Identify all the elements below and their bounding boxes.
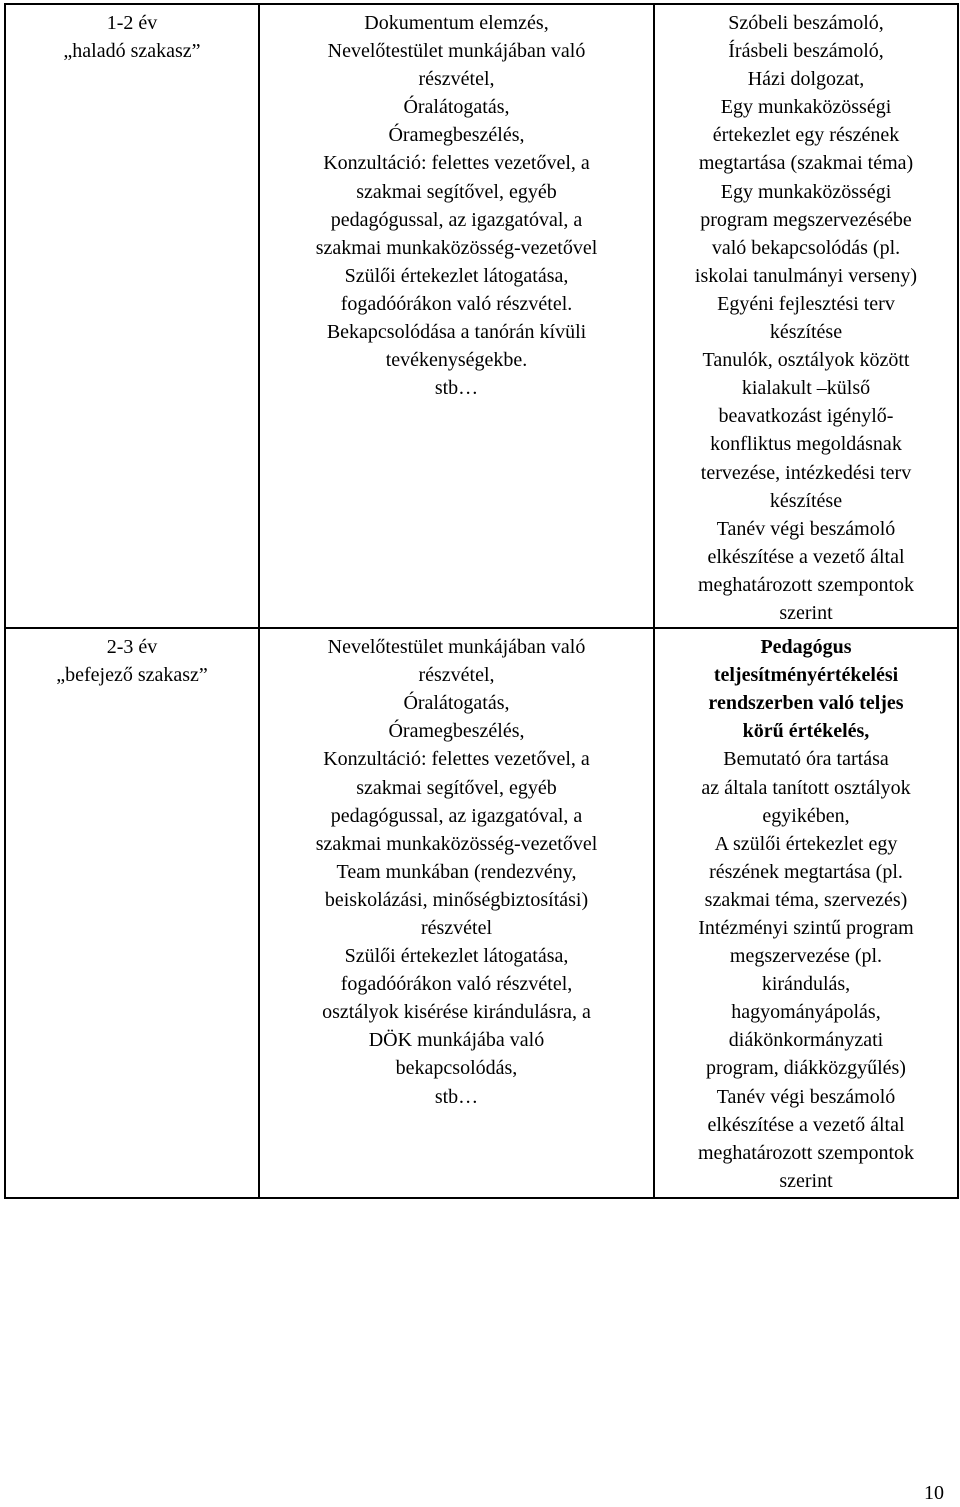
- text-line: osztályok kisérése kirándulásra, a: [322, 1001, 591, 1024]
- text-line: rendszerben való teljes: [708, 692, 904, 715]
- text-line: fogadóórákon való részvétel,: [340, 973, 573, 996]
- table-row: [5, 628, 958, 1198]
- page-number: 10: [924, 1482, 944, 1504]
- phase-cell: [5, 4, 259, 628]
- text-line: hagyományápolás,: [731, 1001, 881, 1024]
- phase-lines: [6, 5, 258, 65]
- text-line: Egy munkaközösségi: [720, 180, 892, 203]
- text-line: Egy munkaközösségi: [720, 96, 892, 119]
- text-line: A szülői értekezlet egy: [714, 832, 898, 855]
- program-table: [4, 3, 959, 1199]
- outputs-cell: [654, 628, 958, 1198]
- table-row: [5, 4, 958, 628]
- text-line: készítése: [769, 489, 843, 512]
- text-line: stb…: [434, 377, 479, 400]
- text-line: meghatározott szempontok: [697, 573, 915, 596]
- text-line: egyikében,: [762, 804, 850, 827]
- activities-cell: [259, 4, 654, 628]
- text-line: Tanév végi beszámoló: [716, 517, 896, 540]
- activities-cell: [259, 628, 654, 1198]
- text-line: Szülői értekezlet látogatása,: [344, 264, 569, 287]
- text-line: szakmai munkaközösség-vezetővel: [315, 832, 598, 855]
- text-line: „haladó szakasz”: [63, 40, 201, 63]
- text-line: Házi dolgozat,: [747, 68, 865, 91]
- text-line: program, diákközgyűlés): [706, 1057, 906, 1080]
- text-line: Konzultáció: felettes vezetővel, a: [323, 152, 590, 175]
- phase-lines: [6, 629, 258, 689]
- text-line: részvétel,: [418, 68, 495, 91]
- text-line: diákönkormányzati: [728, 1029, 884, 1052]
- text-line: részének megtartása (pl.: [709, 860, 903, 883]
- text-line: elkészítése a vezető által: [707, 1113, 905, 1136]
- text-line: részvétel: [420, 917, 493, 939]
- text-line: Pedagógus: [760, 636, 852, 659]
- text-line: szerint: [779, 601, 833, 624]
- text-line: 2-3 év: [106, 636, 158, 659]
- outputs-lines: [655, 629, 957, 1195]
- activities-lines: [260, 5, 653, 402]
- text-line: konfliktus megoldásnak: [710, 433, 902, 456]
- text-line: Nevelőtestület munkájában való: [327, 40, 586, 63]
- text-line: szakmai segítővel, egyéb: [356, 180, 557, 203]
- text-line: pedagógussal, az igazgatóval, a: [330, 804, 583, 827]
- text-line: szakmai munkaközösség-vezetővel: [315, 236, 598, 259]
- text-line: Bemutató óra tartása: [723, 748, 889, 771]
- phase-cell: [5, 628, 259, 1198]
- text-line: fogadóórákon való részvétel.: [340, 292, 573, 315]
- text-line: elkészítése a vezető által: [707, 545, 905, 568]
- text-line: tervezése, intézkedési terv: [700, 461, 912, 484]
- text-line: szakmai téma, szervezés): [704, 888, 908, 911]
- text-line: Konzultáció: felettes vezetővel, a: [323, 748, 590, 771]
- text-line: Team munkában (rendezvény,: [336, 860, 577, 883]
- text-line: Dokumentum elemzés,: [364, 12, 549, 34]
- text-line: 1-2 év: [106, 12, 158, 34]
- text-line: DÖK munkájába való: [368, 1029, 545, 1052]
- text-line: szerint: [779, 1169, 833, 1192]
- text-line: szakmai segítővel, egyéb: [356, 776, 557, 799]
- text-line: „befejező szakasz”: [56, 664, 208, 687]
- outputs-cell: [654, 4, 958, 628]
- text-line: Óralátogatás,: [403, 692, 510, 715]
- text-line: meghatározott szempontok: [697, 1141, 915, 1164]
- text-line: megszervezése (pl.: [729, 945, 883, 968]
- text-line: értekezlet egy részének: [712, 124, 900, 147]
- text-line: tevékenységekbe.: [385, 349, 528, 372]
- text-line: Óralátogatás,: [403, 96, 510, 119]
- text-line: Szülői értekezlet látogatása,: [344, 945, 569, 968]
- text-line: Tanulók, osztályok között: [702, 349, 910, 372]
- text-line: teljesítményértékelési: [713, 664, 899, 687]
- text-line: beiskolázási, minőségbiztosítási): [324, 888, 589, 911]
- text-line: stb…: [434, 1085, 479, 1108]
- text-line: Intézményi szintű program: [698, 917, 914, 939]
- text-line: pedagógussal, az igazgatóval, a: [330, 208, 583, 231]
- text-line: részvétel,: [418, 664, 495, 687]
- text-line: iskolai tanulmányi verseny): [694, 264, 918, 287]
- text-line: kirándulás,: [761, 973, 851, 996]
- text-line: az általa tanított osztályok: [701, 776, 911, 799]
- text-line: Egyéni fejlesztési terv: [717, 292, 895, 315]
- activities-lines: [260, 629, 653, 1111]
- text-line: Nevelőtestület munkájában való: [327, 636, 586, 659]
- outputs-lines: [655, 5, 957, 627]
- text-line: körű értékelés,: [742, 720, 870, 743]
- text-line: bekapcsolódás,: [395, 1057, 518, 1080]
- text-line: beavatkozást igénylő-: [718, 405, 894, 428]
- text-line: Bekapcsolódása a tanórán kívüli: [326, 321, 587, 344]
- text-line: megtartása (szakmai téma): [698, 152, 914, 175]
- text-line: Írásbeli beszámoló,: [728, 40, 884, 63]
- text-line: Óramegbeszélés,: [388, 720, 525, 743]
- text-line: Tanév végi beszámoló: [716, 1085, 896, 1108]
- text-line: való bekapcsolódás (pl.: [711, 236, 901, 259]
- text-line: program megszervezésébe: [700, 208, 912, 231]
- text-line: Szóbeli beszámoló,: [728, 12, 884, 34]
- text-line: készítése: [769, 321, 843, 344]
- text-line: Óramegbeszélés,: [388, 124, 525, 147]
- text-line: kialakult –külső: [741, 377, 871, 400]
